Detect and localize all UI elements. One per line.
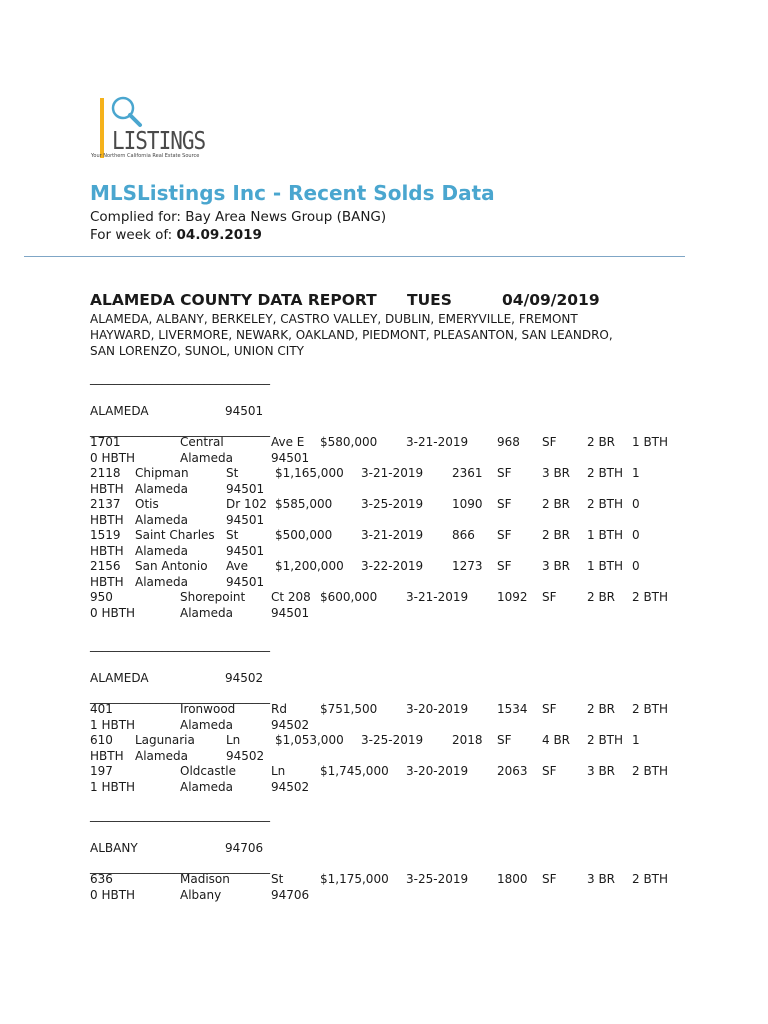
listing-field: Madison <box>180 872 230 886</box>
listing-row-line <box>90 888 690 904</box>
listing-field: 0 HBTH <box>90 450 136 465</box>
listing-field: 0 <box>632 497 640 511</box>
listing-field: Alameda <box>180 779 233 794</box>
listing-field: 1273 <box>452 559 483 573</box>
listing-row-line <box>90 544 690 560</box>
listing-field: Lagunaria <box>135 733 195 747</box>
listing-field: 2 BTH <box>632 590 669 604</box>
header-divider <box>24 256 685 257</box>
listing-field: Alameda <box>135 543 188 558</box>
listing-field: Alameda <box>180 717 233 732</box>
listing-row-line <box>90 528 690 544</box>
listing-field: SF <box>542 435 557 449</box>
listing-field: 1800 <box>497 872 528 886</box>
section-city: ALAMEDA <box>90 671 149 685</box>
listing-field: 0 HBTH <box>90 605 136 620</box>
listing-field: 1701 <box>90 435 121 449</box>
section-zip: 94706 <box>225 841 264 855</box>
listing-row-line <box>90 513 690 529</box>
listing-field: HBTH <box>90 481 124 496</box>
listing-row-line <box>90 702 690 718</box>
listing-field: 1 HBTH <box>90 717 136 732</box>
listing-field: 1 BTH <box>632 435 669 449</box>
listing-field: 401 <box>90 702 113 716</box>
listing-field: Albany <box>180 887 222 902</box>
listing-field: 3-20-2019 <box>406 702 469 716</box>
logo-tagline: Your Northern California Real Estate Source <box>91 153 200 159</box>
listing-field: Ln <box>226 733 241 747</box>
listing-field: Alameda <box>180 605 233 620</box>
listing-field: SF <box>497 466 512 480</box>
listing-field: 3-20-2019 <box>406 764 469 778</box>
listing-field: 1519 <box>90 528 121 542</box>
listing-field: 94501 <box>271 450 310 465</box>
listing-field: 3-25-2019 <box>361 733 424 747</box>
listing-field: 2156 <box>90 559 121 573</box>
listing-field: 94501 <box>226 543 265 558</box>
listing-row-line <box>90 482 690 498</box>
listing-row-line <box>90 872 690 888</box>
listing-field: Ln <box>271 764 286 778</box>
week-of-label: For week of: <box>90 227 177 243</box>
listing-field: Ave <box>226 559 248 573</box>
listing-field: 94502 <box>226 748 265 763</box>
listing-field: SF <box>542 764 557 778</box>
listing-field: 3-22-2019 <box>361 559 424 573</box>
listing-field: $1,745,000 <box>320 764 389 778</box>
listing-row-line <box>90 764 690 780</box>
listing-field: 2118 <box>90 466 121 480</box>
listing-field: 0 <box>632 559 640 573</box>
listing-field: HBTH <box>90 574 124 589</box>
listing-field: Saint Charles <box>135 528 215 542</box>
listing-row-line <box>90 497 690 513</box>
listing-field: 2063 <box>497 764 528 778</box>
listing-field: Chipman <box>135 466 189 480</box>
listing-field: 1 BTH <box>587 528 624 542</box>
listing-field: 3-21-2019 <box>361 466 424 480</box>
report-date: 04/09/2019 <box>502 291 600 309</box>
listing-field: $580,000 <box>320 435 378 449</box>
listing-field: 4 BR <box>542 733 571 747</box>
listing-field: 950 <box>90 590 113 604</box>
section-city: ALBANY <box>90 841 138 855</box>
listing-field: Alameda <box>135 481 188 496</box>
listing-field: 94501 <box>226 481 265 496</box>
listing-field: Otis <box>135 497 159 511</box>
report-title: ALAMEDA COUNTY DATA REPORT <box>90 291 377 309</box>
listing-field: $500,000 <box>275 528 333 542</box>
listing-field: Shorepoint <box>180 590 246 604</box>
listing-field: 3 BR <box>542 466 571 480</box>
listing-field: 1 <box>632 466 640 480</box>
listing-field: SF <box>497 733 512 747</box>
section-separator: ______________________________ <box>90 808 270 822</box>
listing-field: 3-21-2019 <box>406 590 469 604</box>
listing-field: 2 BTH <box>632 702 669 716</box>
listing-field: San Antonio <box>135 559 208 573</box>
listing-field: 1 HBTH <box>90 779 136 794</box>
listing-row-line <box>90 466 690 482</box>
listing-field: 2018 <box>452 733 483 747</box>
mlslistings-logo <box>90 92 210 164</box>
listing-field: 3 BR <box>587 764 616 778</box>
listing-field: St <box>226 528 239 542</box>
listing-field: 1092 <box>497 590 528 604</box>
listing-field: SF <box>497 559 512 573</box>
listing-field: 0 <box>632 528 640 542</box>
listing-field: 2 BR <box>542 528 571 542</box>
section-separator: ______________________________ <box>90 638 270 652</box>
listing-row-line <box>90 718 690 734</box>
listing-field: Alameda <box>135 512 188 527</box>
listing-field: 2 BTH <box>587 497 624 511</box>
listing-field: Dr 102 <box>226 497 267 511</box>
section-separator: ______________________________ <box>90 371 270 385</box>
listing-field: 3 BR <box>542 559 571 573</box>
listing-field: 1534 <box>497 702 528 716</box>
listing-row-line <box>90 435 690 451</box>
listing-field: 610 <box>90 733 113 747</box>
listing-field: 1 BTH <box>587 559 624 573</box>
listing-field: SF <box>542 872 557 886</box>
listing-row-line <box>90 606 690 622</box>
listing-field: $1,175,000 <box>320 872 389 886</box>
listing-field: 0 HBTH <box>90 887 136 902</box>
listing-field: SF <box>542 590 557 604</box>
listing-field: 1090 <box>452 497 483 511</box>
listing-field: HBTH <box>90 543 124 558</box>
city-list-line: ALAMEDA, ALBANY, BERKELEY, CASTRO VALLEY, DUBLIN, EMERYVILLE, FREMONT <box>90 312 578 326</box>
listing-field: 94502 <box>271 779 310 794</box>
week-of-date: 04.09.2019 <box>176 227 262 243</box>
listing-field: 636 <box>90 872 113 886</box>
listing-row-line <box>90 780 690 796</box>
section-separator: ______________________________ <box>90 690 270 704</box>
listing-field: 2 BTH <box>632 764 669 778</box>
listing-field: $600,000 <box>320 590 378 604</box>
listing-field: 3 BR <box>587 872 616 886</box>
listing-field: 197 <box>90 764 113 778</box>
listing-field: Alameda <box>135 748 188 763</box>
listing-field: 3-25-2019 <box>406 872 469 886</box>
listing-field: Ct 208 <box>271 590 311 604</box>
listing-field: Ave E <box>271 435 305 449</box>
listing-field: 968 <box>497 435 520 449</box>
listing-field: St <box>226 466 239 480</box>
listing-row-line <box>90 590 690 606</box>
listing-field: 3-21-2019 <box>406 435 469 449</box>
listing-field: 866 <box>452 528 475 542</box>
week-of-line <box>90 227 262 243</box>
city-list-line: HAYWARD, LIVERMORE, NEWARK, OAKLAND, PIEDMONT, PLEASANTON, SAN LEANDRO, <box>90 328 613 342</box>
listing-row-line <box>90 733 690 749</box>
section-city: ALAMEDA <box>90 404 149 418</box>
section-separator: ______________________________ <box>90 860 270 874</box>
logo-wordmark: LISTINGS <box>112 126 206 155</box>
listing-field: 94502 <box>271 717 310 732</box>
listing-field: $1,053,000 <box>275 733 344 747</box>
listing-field: HBTH <box>90 748 124 763</box>
listing-field: 94501 <box>271 605 310 620</box>
listing-field: Ironwood <box>180 702 236 716</box>
listing-field: Alameda <box>135 574 188 589</box>
city-list-line: SAN LORENZO, SUNOL, UNION CITY <box>90 344 304 358</box>
listing-field: 2137 <box>90 497 121 511</box>
listing-row-line <box>90 451 690 467</box>
section-separator: ______________________________ <box>90 423 270 437</box>
page-title: MLSListings Inc - Recent Solds Data <box>90 181 495 205</box>
listing-field: 3-21-2019 <box>361 528 424 542</box>
listing-field: 1 <box>632 733 640 747</box>
listing-field: 94501 <box>226 512 265 527</box>
listing-row-line <box>90 575 690 591</box>
compiled-for-text: Complied for: Bay Area News Group (BANG) <box>90 209 387 225</box>
listing-field: $585,000 <box>275 497 333 511</box>
listing-field: Alameda <box>180 450 233 465</box>
listing-field: $751,500 <box>320 702 378 716</box>
listing-field: 2 BR <box>587 590 616 604</box>
listing-field: 2 BTH <box>632 872 669 886</box>
listing-field: Rd <box>271 702 287 716</box>
listing-field: SF <box>497 497 512 511</box>
listing-field: 94706 <box>271 887 310 902</box>
listing-field: SF <box>542 702 557 716</box>
listing-field: 2361 <box>452 466 483 480</box>
listing-field: St <box>271 872 284 886</box>
listing-field: 2 BR <box>587 435 616 449</box>
listing-field: 94501 <box>226 574 265 589</box>
section-zip: 94502 <box>225 671 264 685</box>
section-zip: 94501 <box>225 404 264 418</box>
listing-field: Oldcastle <box>180 764 237 778</box>
report-day: TUES <box>407 291 452 309</box>
listing-field: 2 BR <box>587 702 616 716</box>
listing-field: 3-25-2019 <box>361 497 424 511</box>
listing-field: 2 BTH <box>587 733 624 747</box>
listing-field: Central <box>180 435 224 449</box>
listing-field: $1,200,000 <box>275 559 344 573</box>
listing-field: 2 BTH <box>587 466 624 480</box>
listing-field: 2 BR <box>542 497 571 511</box>
listing-field: $1,165,000 <box>275 466 344 480</box>
listing-row-line <box>90 559 690 575</box>
listing-field: HBTH <box>90 512 124 527</box>
listing-field: SF <box>497 528 512 542</box>
listing-row-line <box>90 749 690 765</box>
